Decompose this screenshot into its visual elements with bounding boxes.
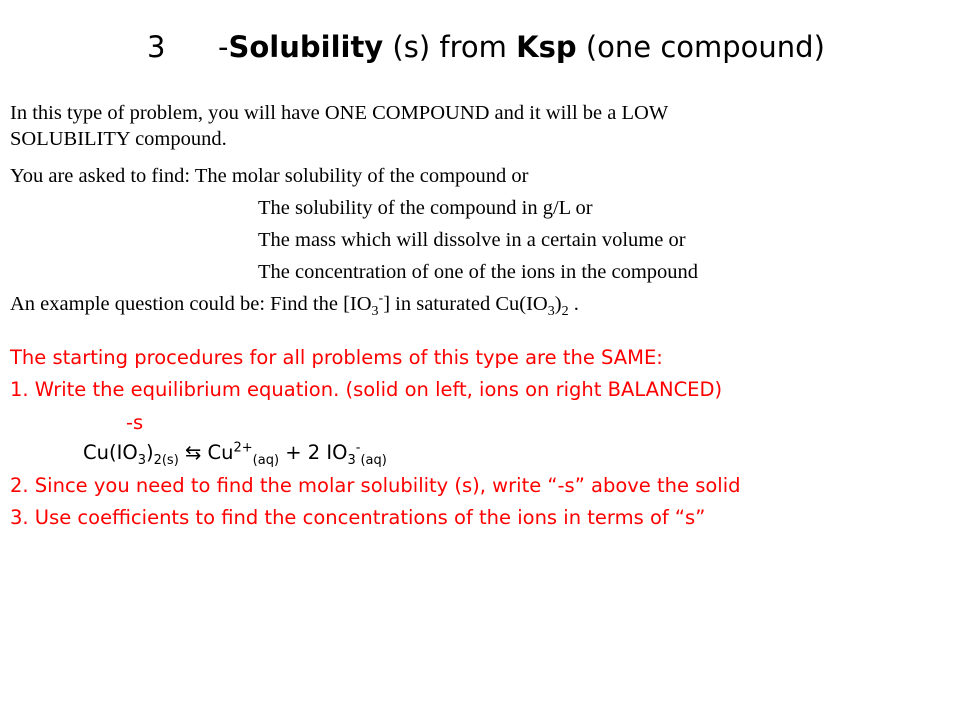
procedure-step-3: 3. Use coefficients to find the concentrations of the ions in terms of “s”: [10, 506, 706, 529]
example-close: ): [554, 293, 562, 315]
example-sub3: 2: [561, 304, 569, 320]
example-sub: 3: [371, 304, 379, 320]
eq-close: ): [145, 441, 154, 464]
title-dash: -: [218, 30, 229, 64]
equilibrium-equation: [83, 440, 387, 468]
intro-line-6: The concentration of one of the ions in the compound: [258, 261, 699, 283]
intro-line-1: In this type of problem, you will have ONE COMPOUND and it will be a LOW: [10, 102, 669, 124]
eq-cu-charge: 2+: [233, 440, 253, 456]
title-solubility: Solubility: [228, 30, 384, 64]
eq-sub-3: 3: [137, 452, 146, 468]
eq-cu-io: Cu(IO: [83, 441, 138, 464]
example-sup: -: [378, 291, 384, 307]
example-mid: ] in saturated Cu(IO: [383, 293, 548, 315]
example-question: [10, 291, 579, 320]
procedure-step-1: 1. Write the equilibrium equation. (solid on left, ions on right BALANCED): [10, 378, 723, 401]
title-ksp: Ksp: [516, 30, 577, 64]
example-end: .: [568, 293, 579, 315]
eq-cu: Cu: [207, 441, 234, 464]
eq-io-sub: 3: [347, 452, 356, 468]
eq-state-solid: 2(s): [153, 452, 179, 468]
title-text: [218, 30, 825, 64]
eq-io-charge: -: [355, 440, 361, 456]
title-number: 3: [147, 30, 166, 64]
equilibrium-arrow-icon: ⇆: [178, 441, 208, 464]
procedure-heading: The starting procedures for all problems of this type are the SAME:: [10, 346, 663, 369]
intro-line-5: The mass which will dissolve in a certain volume or: [258, 229, 686, 251]
intro-line-3: You are asked to find: The molar solubility of the compound or: [10, 165, 529, 187]
eq-state-aq-1: (aq): [252, 452, 280, 468]
intro-line-4: The solubility of the compound in g/L or: [258, 197, 593, 219]
title-end: (one compound): [576, 30, 825, 64]
example-prefix: An example question could be: Find the [IO: [10, 293, 372, 315]
eq-plus-io: + 2 IO: [279, 441, 348, 464]
procedure-step-2: 2. Since you need to find the molar solubility (s), write “-s” above the solid: [10, 474, 741, 497]
minus-s-label: -s: [126, 411, 144, 434]
eq-state-aq-2: (aq): [360, 452, 387, 468]
intro-line-2: SOLUBILITY compound.: [10, 128, 227, 150]
example-sub2: 3: [547, 304, 555, 320]
title-mid: (s) from: [383, 30, 517, 64]
